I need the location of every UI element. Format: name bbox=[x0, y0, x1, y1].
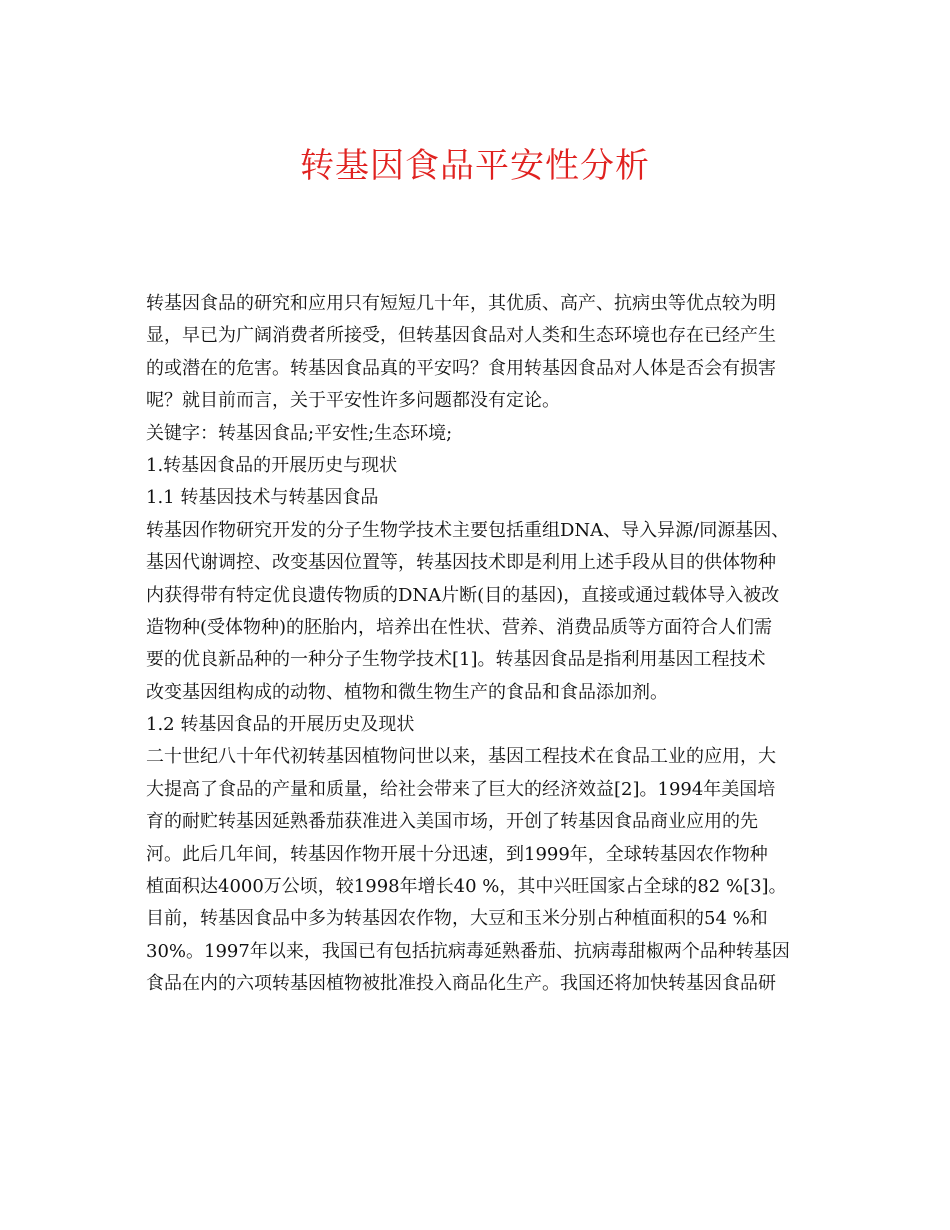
body-line-2: 显，早已为广阔消费者所接受，但转基因食品对人类和生态环境也存在已经产生 bbox=[146, 325, 776, 347]
body-line-9: 基因代谢调控、改变基因位置等，转基因技术即是利用上述手段从目的供体物种 bbox=[146, 552, 776, 574]
body-line-12: 要的优良新品种的一种分子生物学技术[1]。转基因食品是指利用基因工程技术 bbox=[146, 649, 766, 671]
body-line-22: 食品在内的六项转基因植物被批准投入商品化生产。我国还将加快转基因食品研 bbox=[146, 973, 776, 995]
body-line-1: 转基因食品的研究和应用只有短短几十年，其优质、高产、抗病虫等优点较为明 bbox=[146, 293, 776, 314]
body-line-19: 植面积达4000万公顷，较1998年增长40 %，其中兴旺国家占全球的82 %[3]。 bbox=[146, 876, 787, 898]
body-line-18: 河。此后几年间，转基因作物开展十分迅速，到1999年，全球转基因农作物种 bbox=[146, 843, 768, 865]
document-title: 转基因食品平安性分析 bbox=[300, 146, 650, 186]
body-line-20: 目前，转基因食品中多为转基因农作物，大豆和玉米分别占种植面积的54 %和 bbox=[146, 908, 768, 930]
section-heading-1: 1.转基因食品的开展历史与现状 bbox=[146, 454, 398, 476]
body-line-3: 的或潜在的危害。转基因食品真的平安吗？食用转基因食品对人体是否会有损害 bbox=[146, 357, 776, 379]
document-body bbox=[146, 288, 806, 1001]
body-line-13: 改变基因组构成的动物、植物和微生物生产的食品和食品添加剂。 bbox=[146, 681, 668, 703]
body-line-8: 转基因作物研究开发的分子生物学技术主要包括重组DNA、导入异源/同源基因、 bbox=[146, 519, 790, 541]
body-line-21: 30%。1997年以来，我国已有包括抗病毒延熟番茄、抗病毒甜椒两个品种转基因 bbox=[146, 940, 790, 962]
subsection-heading-1-2: 1.2 转基因食品的开展历史及现状 bbox=[146, 714, 415, 736]
body-line-17: 育的耐贮转基因延熟番茄获准进入美国市场，开创了转基因食品商业应用的先 bbox=[146, 811, 758, 833]
subsection-heading-1-1: 1.1 转基因技术与转基因食品 bbox=[146, 487, 379, 509]
keywords-line: 关键字：转基因食品;平安性;生态环境; bbox=[146, 422, 453, 444]
body-line-11: 造物种(受体物种)的胚胎内，培养出在性状、营养、消费品质等方面符合人们需 bbox=[146, 616, 773, 638]
body-line-4: 呢？就目前而言，关于平安性许多问题都没有定论。 bbox=[146, 390, 560, 412]
body-line-15: 二十世纪八十年代初转基因植物问世以来，基因工程技术在食品工业的应用，大 bbox=[146, 746, 776, 768]
body-line-16: 大提高了食品的产量和质量，给社会带来了巨大的经济效益[2]。1994年美国培 bbox=[146, 778, 776, 800]
body-line-10: 内获得带有特定优良遗传物质的DNA片断(目的基因)，直接或通过载体导入被改 bbox=[146, 584, 780, 606]
